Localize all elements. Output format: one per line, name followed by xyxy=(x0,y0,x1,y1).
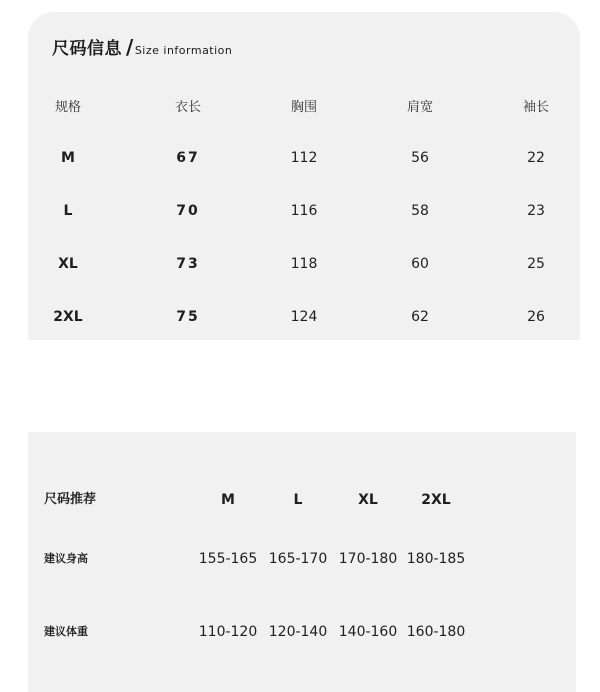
recommend-header xyxy=(28,482,576,518)
table-row xyxy=(28,244,580,284)
recommend-title: 尺码推荐 xyxy=(44,492,97,507)
chest-value: 116 xyxy=(290,203,318,219)
size-label: M xyxy=(61,150,75,166)
chest-value: 118 xyxy=(290,256,318,272)
height-xl: 170-180 xyxy=(338,551,398,567)
recommend-height-row xyxy=(28,541,576,577)
height-label: 建议身高 xyxy=(44,552,88,565)
chest-value: 112 xyxy=(290,150,318,166)
size-label: XL xyxy=(58,256,78,272)
recommend-size-xl: XL xyxy=(358,492,378,508)
header-sleeve: 袖长 xyxy=(522,100,549,115)
weight-m: 110-120 xyxy=(198,624,258,640)
height-m: 155-165 xyxy=(198,551,258,567)
header-spec: 规格 xyxy=(54,100,81,115)
weight-l: 120-140 xyxy=(268,624,328,640)
shoulder-value: 58 xyxy=(411,203,429,219)
title-en: Size information xyxy=(134,44,233,57)
recommend-weight-row xyxy=(28,614,576,650)
table-row xyxy=(28,297,580,337)
weight-2xl: 160-180 xyxy=(406,624,466,640)
table-row xyxy=(28,191,580,231)
sleeve-value: 25 xyxy=(527,256,545,272)
sleeve-value: 23 xyxy=(527,203,545,219)
recommend-size-l: L xyxy=(293,492,303,508)
length-value: 73 xyxy=(176,256,200,272)
recommend-size-2xl: 2XL xyxy=(421,492,451,508)
title-slash: / xyxy=(126,35,134,59)
height-2xl: 180-185 xyxy=(406,551,466,567)
length-value: 67 xyxy=(176,150,200,166)
shoulder-value: 60 xyxy=(411,256,429,272)
size-label: L xyxy=(63,203,73,219)
table-row xyxy=(28,138,580,178)
height-l: 165-170 xyxy=(268,551,328,567)
weight-xl: 140-160 xyxy=(338,624,398,640)
sleeve-value: 26 xyxy=(527,309,545,325)
size-info-title xyxy=(52,34,232,59)
shoulder-value: 56 xyxy=(411,150,429,166)
size-label: 2XL xyxy=(53,309,83,325)
sleeve-value: 22 xyxy=(527,150,545,166)
length-value: 70 xyxy=(176,203,200,219)
length-value: 75 xyxy=(176,309,200,325)
shoulder-value: 62 xyxy=(411,309,429,325)
recommend-size-m: M xyxy=(221,492,235,508)
header-chest: 胸围 xyxy=(290,100,317,115)
title-cn: 尺码信息 xyxy=(52,39,122,59)
size-table-header xyxy=(28,88,580,128)
header-shoulder: 肩宽 xyxy=(406,100,433,115)
header-length: 衣长 xyxy=(174,100,201,115)
weight-label: 建议体重 xyxy=(44,625,88,638)
chest-value: 124 xyxy=(290,309,318,325)
